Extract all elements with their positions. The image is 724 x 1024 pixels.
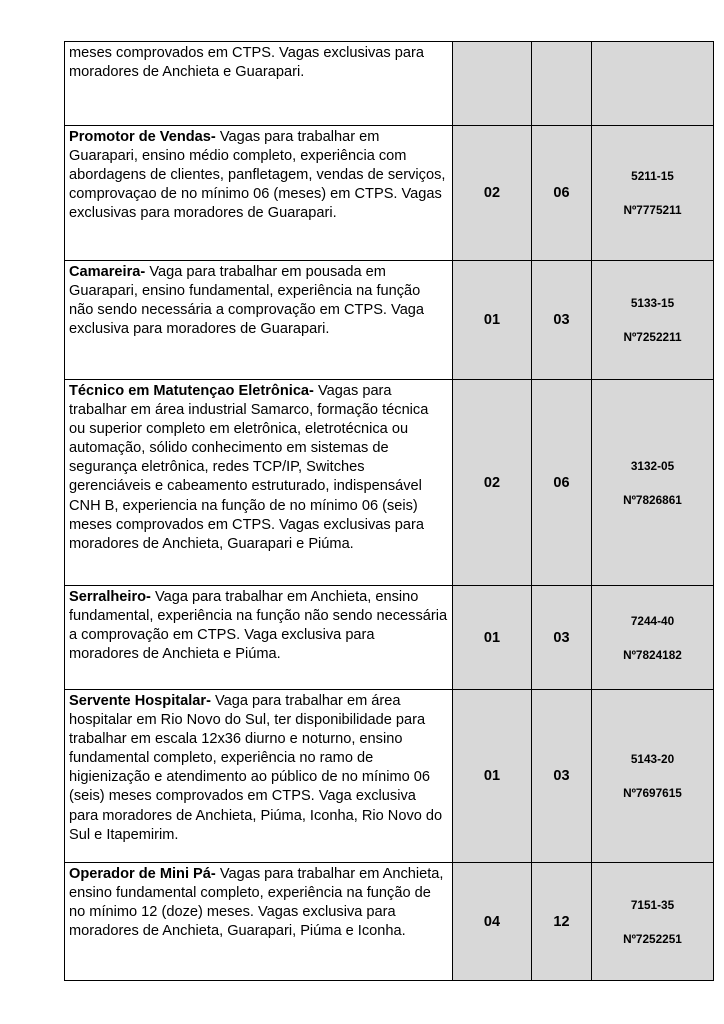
cadastro-cell <box>532 863 592 981</box>
cadastro-count: 03 <box>553 629 570 646</box>
reference-number: Nº7252211 <box>623 330 682 344</box>
reference-number: Nº7826861 <box>623 492 682 507</box>
code-cell <box>592 690 714 863</box>
vagas-cell <box>453 42 532 126</box>
reference-number: Nº7697615 <box>623 786 682 800</box>
job-description: Vaga para trabalhar em área hospitalar em Rio Novo do Sul, ter disponibilidade para trabalhar em escala 12x36 diurno e noturno, ensino fundamental completo, experiência no ramo de higienização e atendimento ao público de no mínimo 06 (seis) meses comprovados em CTPS. Vaga exclusiva para moradores de Anchieta, Piúma, Iconha, Rio Novo do Sul e Itapemirim. <box>69 693 443 843</box>
vagas-count: 04 <box>483 913 501 930</box>
vagas-cell <box>453 863 532 981</box>
job-description: Vaga para trabalhar em Anchieta, ensino fundamental, experiência na função não sendo necessária a comprovação em CTPS. Vaga exclusiva para moradores de Anchieta e Piúma. <box>69 589 448 663</box>
job-title: Serralheiro- <box>69 589 151 605</box>
job-description-cell <box>65 380 453 586</box>
job-description-cell <box>65 126 453 261</box>
job-listings-table <box>64 41 714 981</box>
code-cell <box>592 261 714 380</box>
cadastro-cell <box>532 42 592 126</box>
code-cell <box>592 863 714 981</box>
code-cell <box>592 586 714 690</box>
job-description-cell <box>65 42 453 126</box>
reference-number: Nº7775211 <box>623 203 682 217</box>
code-cell <box>592 380 714 586</box>
job-description-cell <box>65 586 453 690</box>
job-description: Vaga para trabalhar em pousada em Guarapari, ensino fundamental, experiência na função não sendo necessária a comprovação em CTPS. Vaga exclusiva para moradores de Guarapari. <box>69 264 425 338</box>
job-title: Promotor de Vendas- <box>69 129 216 145</box>
cadastro-cell <box>532 690 592 863</box>
cadastro-cell <box>532 126 592 261</box>
cadastro-cell <box>532 586 592 690</box>
cadastro-cell <box>532 380 592 586</box>
job-description: Vagas para trabalhar em Anchieta, ensino fundamental completo, experiência na função de no mínimo 12 (doze) meses. Vagas exclusiva para moradores de Anchieta, Guarapari, Piúma e Iconha. <box>69 866 444 940</box>
job-row <box>65 586 714 690</box>
cadastro-count: 06 <box>553 185 570 201</box>
job-description-cell <box>65 261 453 380</box>
vagas-cell <box>453 261 532 380</box>
job-title: Operador de Mini Pá- <box>69 866 216 882</box>
job-row <box>65 42 714 126</box>
reference-number: Nº7252251 <box>623 931 682 946</box>
reference-number: Nº7824182 <box>623 647 682 662</box>
job-row <box>65 863 714 981</box>
job-description-cell <box>65 690 453 863</box>
job-row <box>65 380 714 586</box>
job-description: Vagas para trabalhar em área industrial Samarco, formação técnica ou superior completo em eletrônica, eletrotécnica ou automação, sólido conhecimento em sistemas de segurança eletrônica, redes TCP/IP, Switches gerenciáveis e cabeamento estruturado, indispensável CNH B, experiencia na função de no mínimo 06 (seis) meses comprovados em CTPS. Vagas exclusivas para moradores de Anchieta, Guarapari e Piúma. <box>69 383 429 552</box>
vagas-count: 01 <box>483 768 501 784</box>
job-row <box>65 690 714 863</box>
cbo-code: 3132-05 <box>630 458 675 473</box>
cadastro-count: 06 <box>553 474 570 491</box>
cadastro-count: 12 <box>553 913 570 930</box>
cbo-code: 5133-15 <box>630 296 675 310</box>
job-row <box>65 261 714 380</box>
vagas-count: 02 <box>483 185 501 201</box>
cbo-code: 5211-15 <box>631 169 674 183</box>
cadastro-count: 03 <box>553 768 570 784</box>
cadastro-cell <box>532 261 592 380</box>
cbo-code: 7151-35 <box>630 897 675 912</box>
job-title: Servente Hospitalar- <box>69 693 211 709</box>
code-cell <box>592 42 714 126</box>
vagas-cell <box>453 126 532 261</box>
vagas-cell <box>453 690 532 863</box>
job-title: Camareira- <box>69 264 146 280</box>
code-cell <box>592 126 714 261</box>
vagas-cell <box>453 380 532 586</box>
vagas-count: 01 <box>483 312 501 328</box>
cadastro-count: 03 <box>553 312 570 328</box>
job-description: Vagas para trabalhar em Guarapari, ensino médio completo, experiência com abordagens de clientes, panfletagem, vendas de serviços, comprovaçao de no mínimo 06 (meses) em CTPS. Vagas exclusivas para moradores de Guarapari. <box>69 129 446 222</box>
vagas-count: 01 <box>483 629 501 646</box>
job-description-cell <box>65 863 453 981</box>
cbo-code: 5143-20 <box>630 752 675 766</box>
vagas-count: 02 <box>483 474 501 491</box>
job-description: meses comprovados em CTPS. Vagas exclusivas para moradores de Anchieta e Guarapari. <box>69 45 424 81</box>
cbo-code: 7244-40 <box>630 613 675 628</box>
job-row <box>65 126 714 261</box>
job-title: Técnico em Matutençao Eletrônica- <box>69 383 314 399</box>
vagas-cell <box>453 586 532 690</box>
